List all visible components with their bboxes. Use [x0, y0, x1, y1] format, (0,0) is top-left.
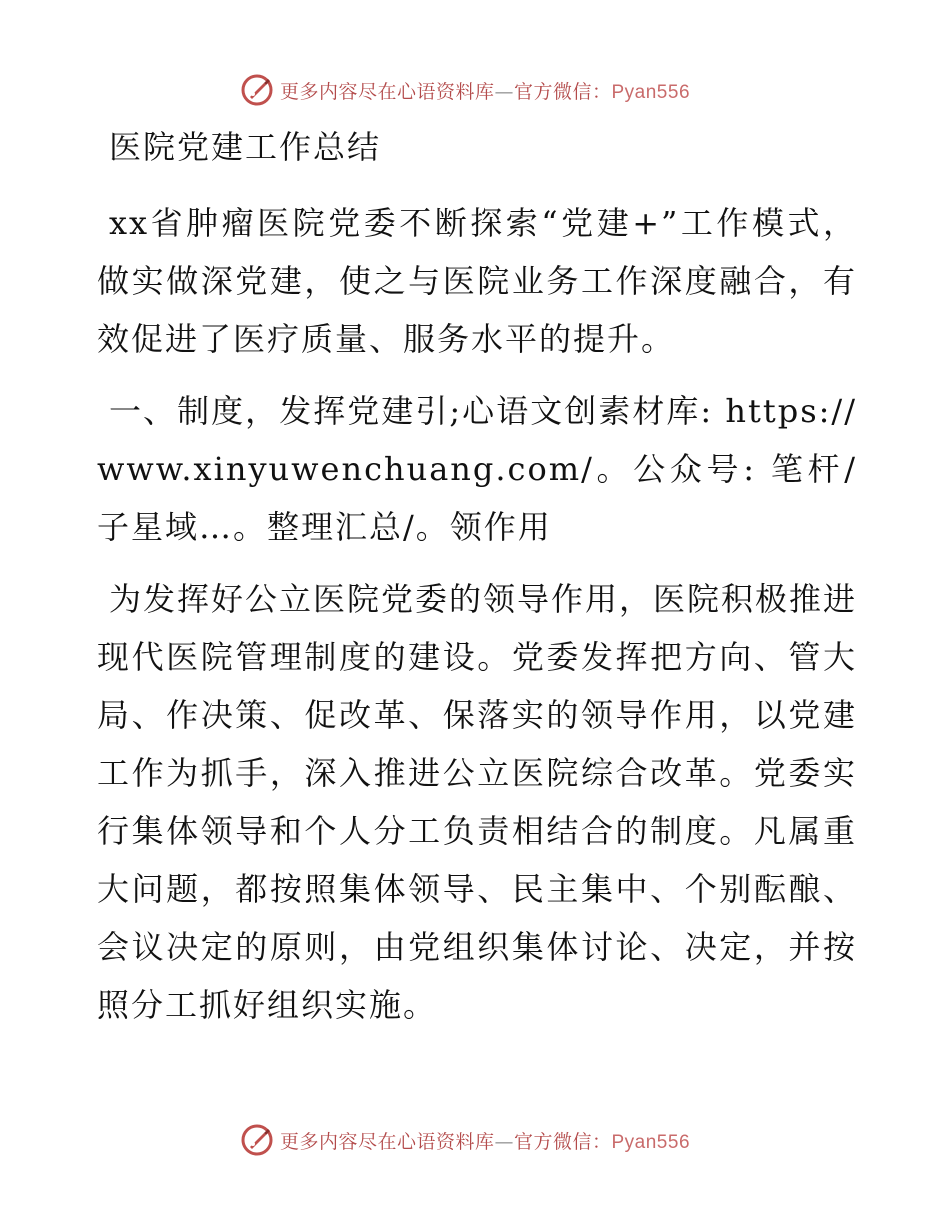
- header-watermark-inner: [240, 73, 690, 107]
- footer-watermark-inner: [240, 1123, 690, 1157]
- paragraph-intro: xx省肿瘤医院党委不断探索“党建+”工作模式，做实做深党建，使之与医院业务工作深度融合，有效促进了医疗质量、服务水平的提升。: [97, 204, 857, 358]
- pen-nib-circle-logo-icon: [240, 73, 274, 107]
- document-body: [97, 122, 857, 1048]
- paragraph-body: 为发挥好公立医院党委的领导作用，医院积极推进现代医院管理制度的建设。党委发挥把方向、管大局、作决策、促改革、保落实的领导作用，以党建工作为抓手，深入推进公立医院综合改革。党委实行集体领导和个人分工负责相结合的制度。凡属重大问题，都按照集体领导、民主集中、个别酝酿、会议决定的原则，由党组织集体讨论、决定，并按照分工抓好组织实施。: [97, 580, 858, 1024]
- document-title: 医院党建工作总结: [109, 128, 382, 166]
- footer-watermark-text: 更多内容尽在心语资料库—官方微信：Pyan556: [279, 1130, 691, 1153]
- header-watermark-banner: [0, 70, 950, 110]
- pen-nib-circle-logo-icon: [240, 1123, 274, 1157]
- footer-watermark-banner: [0, 1120, 950, 1160]
- paragraph-section-heading: 一、制度，发挥党建引;心语文创素材库: https://www.xinyuwenchuang.com/。公众号: 笔杆/子星域…。整理汇总/。领作用: [97, 392, 857, 546]
- header-watermark-text: 更多内容尽在心语资料库—官方微信：Pyan556: [279, 80, 691, 103]
